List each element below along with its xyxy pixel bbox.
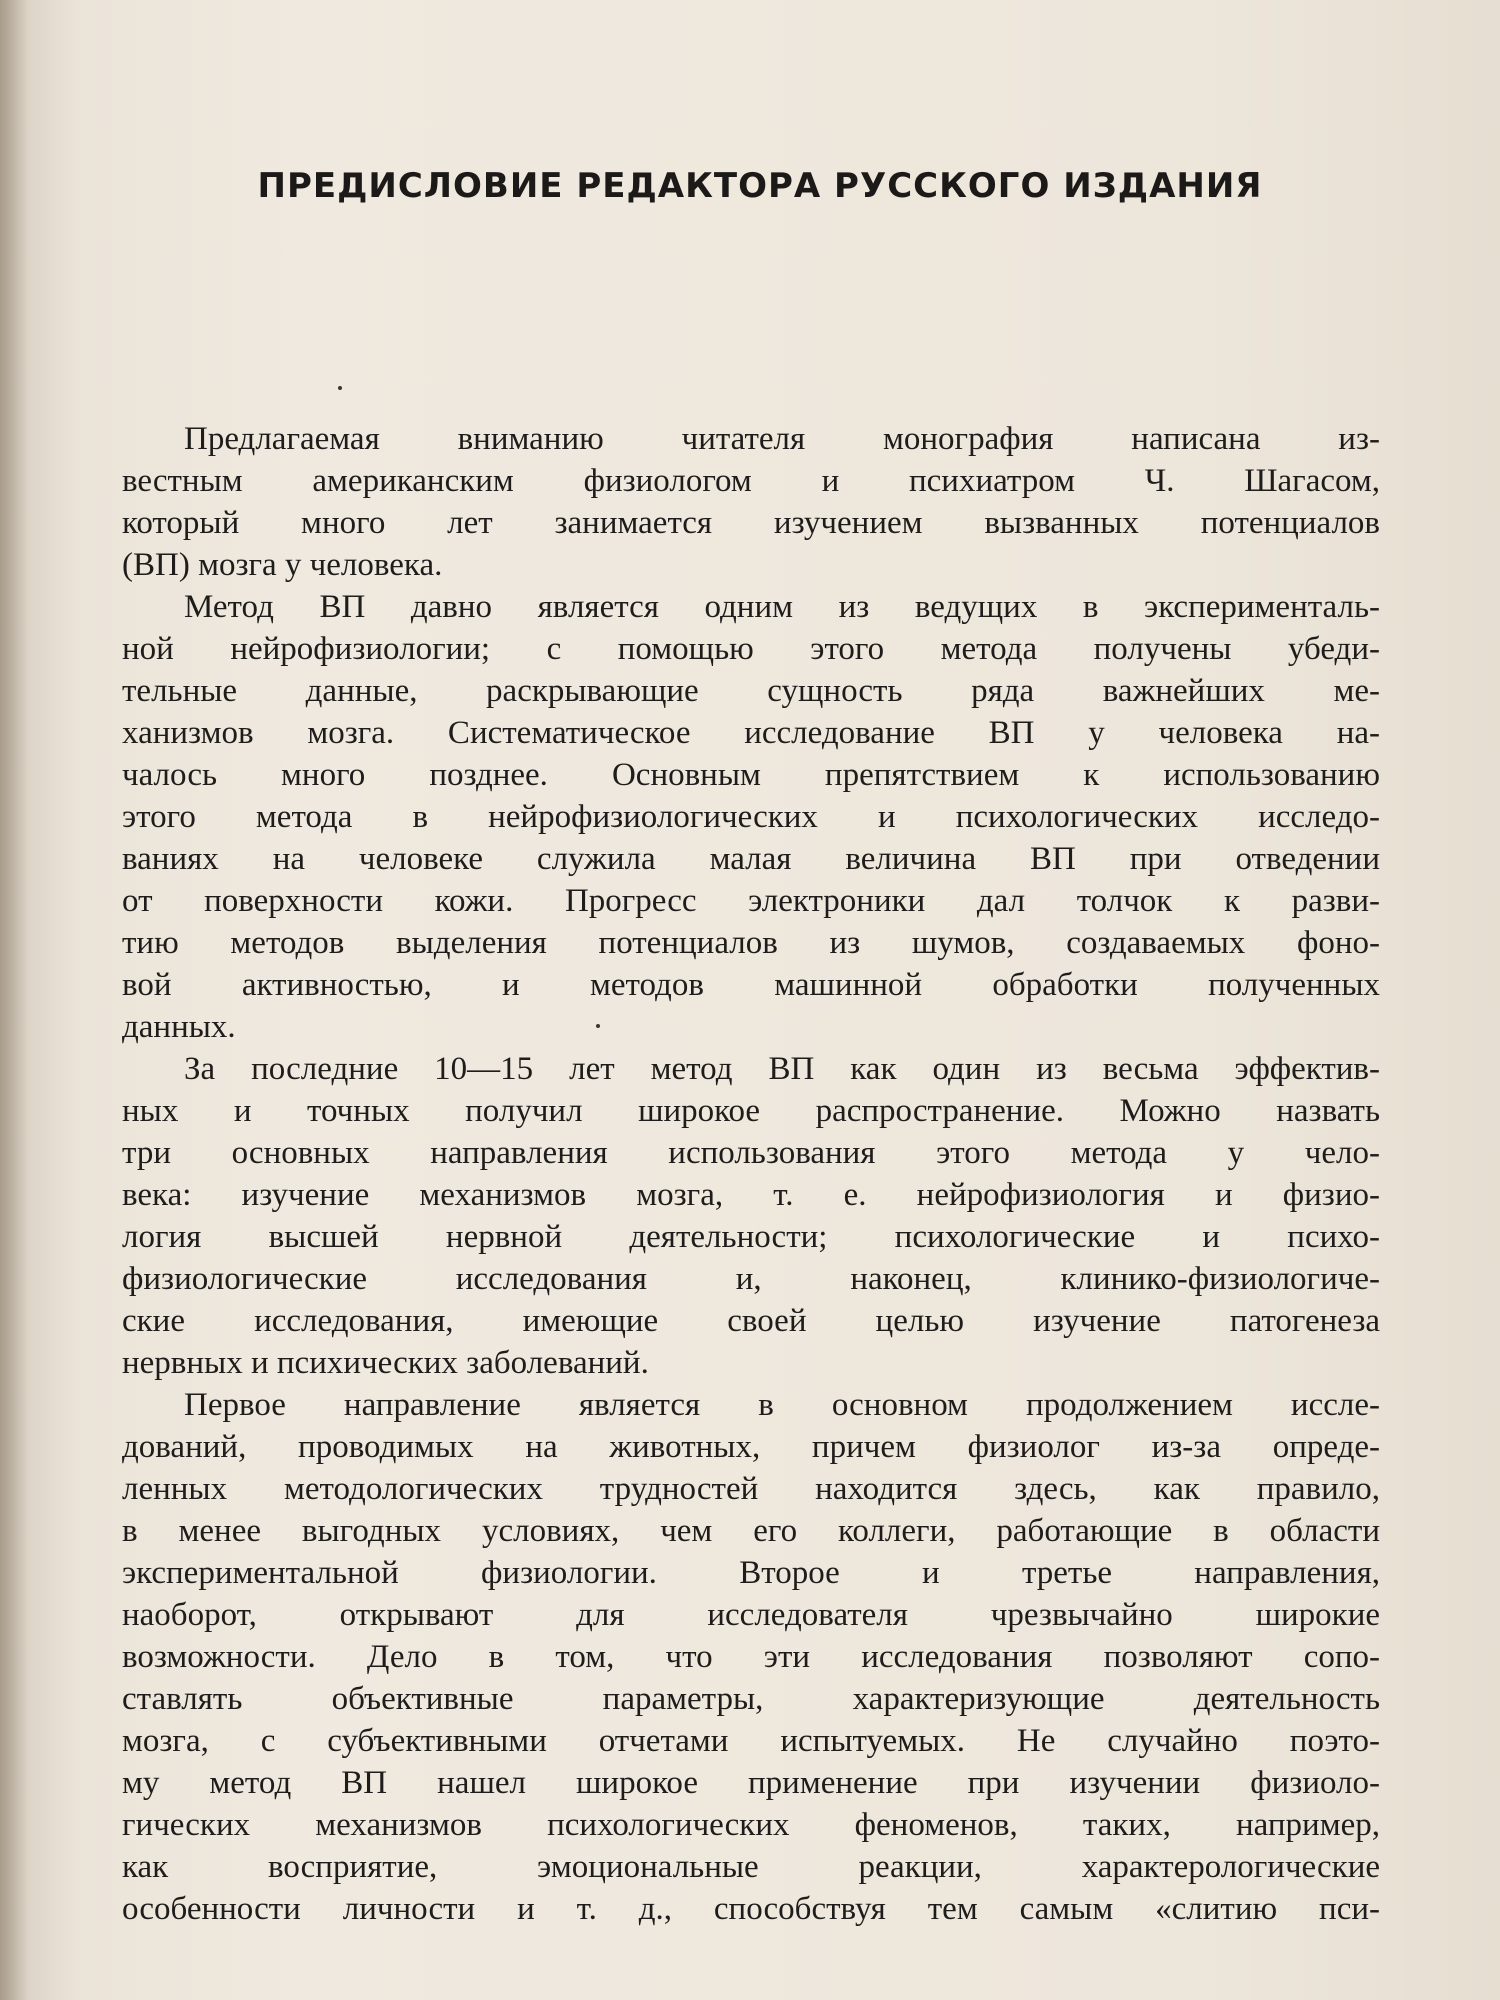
- text-line: Первое направление является в основном продолжением иссле-: [184, 1387, 1380, 1423]
- text-line: данных.: [122, 1009, 236, 1045]
- spine-shadow: [0, 0, 28, 2000]
- text-line: ной нейрофизиологии; с помощью этого метода получены убеди-: [122, 631, 1380, 667]
- text-line: мозга, с субъективными отчетами испытуемых. Не случайно поэто-: [122, 1723, 1380, 1759]
- text-line: ваниях на человеке служила малая величина ВП при отведении: [122, 841, 1380, 877]
- paragraph: [122, 418, 1380, 586]
- text-line: особенности личности и т. д., способствуя тем самым «слитию пси-: [122, 1891, 1380, 1927]
- text-line: чалось много позднее. Основным препятствием к использованию: [122, 757, 1380, 793]
- text-line: Метод ВП давно является одним из ведущих в эксперименталь-: [184, 589, 1380, 625]
- text-line: который много лет занимается изучением вызванных потенциалов: [122, 505, 1380, 541]
- text-line: экспериментальной физиологии. Второе и третье направления,: [122, 1555, 1380, 1591]
- text-line: ставлять объективные параметры, характеризующие деятельность: [122, 1681, 1380, 1717]
- text-line: как восприятие, эмоциональные реакции, характерологические: [122, 1849, 1380, 1885]
- text-line: ленных методологических трудностей находится здесь, как правило,: [122, 1471, 1380, 1507]
- text-line: от поверхности кожи. Прогресс электроники дал толчок к разви-: [122, 883, 1380, 919]
- text-line: наоборот, открывают для исследователя чрезвычайно широкие: [122, 1597, 1380, 1633]
- text-line: (ВП) мозга у человека.: [122, 547, 443, 583]
- text-line: тельные данные, раскрывающие сущность ряда важнейших ме-: [122, 673, 1380, 709]
- text-line: века: изучение механизмов мозга, т. е. нейрофизиология и физио-: [122, 1177, 1380, 1213]
- text-line: му метод ВП нашел широкое применение при изучении физиоло-: [122, 1765, 1380, 1801]
- text-line: три основных направления использования этого метода у чело-: [122, 1135, 1380, 1171]
- text-line: вой активностью, и методов машинной обработки полученных: [122, 967, 1380, 1003]
- text-line: вестным американским физиологом и психиатром Ч. Шагасом,: [122, 463, 1380, 499]
- text-line: Предлагаемая вниманию читателя монография написана из-: [184, 421, 1380, 457]
- text-line: возможности. Дело в том, что эти исследования позволяют сопо-: [122, 1639, 1380, 1675]
- text-line: ханизмов мозга. Систематическое исследование ВП у человека на-: [122, 715, 1380, 751]
- paragraph: [122, 1384, 1380, 1930]
- paragraph: [122, 1048, 1380, 1384]
- print-speck: [338, 386, 342, 390]
- text-line: нервных и психических заболеваний.: [122, 1345, 649, 1381]
- text-line: физиологические исследования и, наконец, клинико-физиологиче-: [122, 1261, 1380, 1297]
- text-line: За последние 10—15 лет метод ВП как один из весьма эффектив-: [184, 1051, 1380, 1087]
- text-line: гических механизмов психологических феноменов, таких, например,: [122, 1807, 1380, 1843]
- text-line: этого метода в нейрофизиологических и психологических исследо-: [122, 799, 1380, 835]
- text-line: ские исследования, имеющие своей целью изучение патогенеза: [122, 1303, 1380, 1339]
- paragraph: [122, 586, 1380, 1048]
- text-line: логия высшей нервной деятельности; психологические и психо-: [122, 1219, 1380, 1255]
- text-line: тию методов выделения потенциалов из шумов, создаваемых фоно-: [122, 925, 1380, 961]
- text-line: дований, проводимых на животных, причем физиолог из-за опреде-: [122, 1429, 1380, 1465]
- body-text: [122, 418, 1380, 1930]
- page-title: ПРЕДИСЛОВИЕ РЕДАКТОРА РУССКОГО ИЗДАНИЯ: [257, 166, 1263, 206]
- text-line: ных и точных получил широкое распространение. Можно назвать: [122, 1093, 1380, 1129]
- text-line: в менее выгодных условиях, чем его коллеги, работающие в области: [122, 1513, 1380, 1549]
